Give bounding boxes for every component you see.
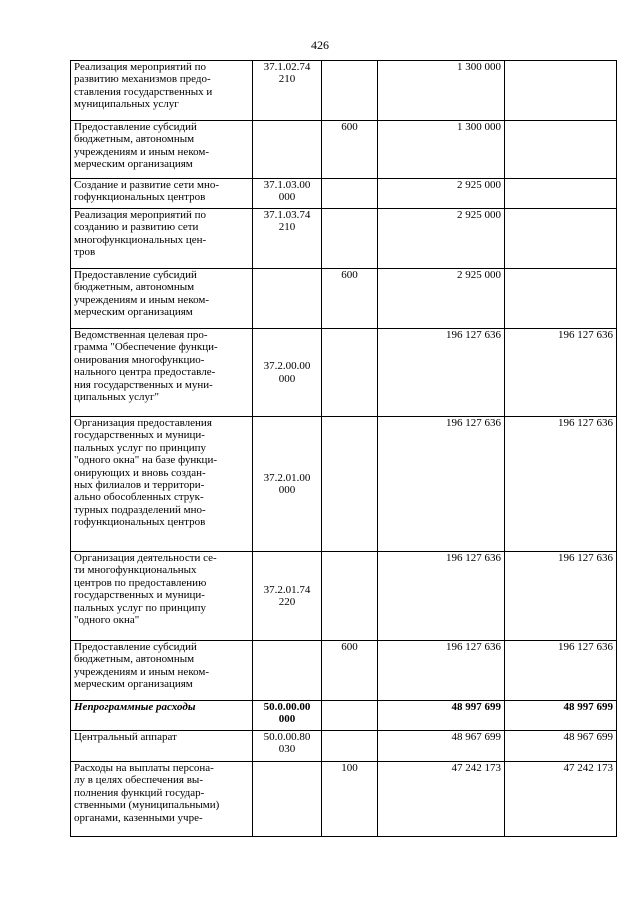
row-sum-1: 48 997 699 xyxy=(378,701,505,731)
row-sum-1: 196 127 636 xyxy=(378,417,505,552)
row-code: 50.0.00.00 000 xyxy=(253,701,322,731)
row-sum-1: 2 925 000 xyxy=(378,269,505,329)
row-code xyxy=(253,121,322,179)
row-name: Непрограммные расходы xyxy=(71,701,253,731)
table-row xyxy=(71,329,617,417)
row-expense-type: 600 xyxy=(322,121,378,179)
table-row xyxy=(71,61,617,121)
row-expense-type: 100 xyxy=(322,762,378,837)
row-sum-2 xyxy=(505,61,617,121)
row-sum-2 xyxy=(505,121,617,179)
row-expense-type xyxy=(322,179,378,209)
row-sum-2: 48 997 699 xyxy=(505,701,617,731)
row-name: Центральный аппарат xyxy=(71,731,253,762)
table-row xyxy=(71,731,617,762)
row-expense-type xyxy=(322,731,378,762)
row-code xyxy=(253,762,322,837)
row-code: 50.0.00.80 030 xyxy=(253,731,322,762)
row-code xyxy=(253,269,322,329)
row-code xyxy=(253,641,322,701)
row-sum-2: 196 127 636 xyxy=(505,641,617,701)
page-number: 426 xyxy=(311,38,329,52)
row-name: Организация предоставления государственных и муници- пальных услуг по принципу "одного окна" на базе функци- онирующих и вновь создан- ных филиалов и территори- ально обособленных струк- турных подразделений мно- гофункциональных центров xyxy=(71,417,253,552)
table-row xyxy=(71,417,617,552)
row-sum-1: 48 967 699 xyxy=(378,731,505,762)
table-row xyxy=(71,641,617,701)
row-sum-2: 48 967 699 xyxy=(505,731,617,762)
row-name: Предоставление субсидий бюджетным, автономным учреждениям и иным неком- мерческим организациям xyxy=(71,269,253,329)
row-sum-1: 1 300 000 xyxy=(378,121,505,179)
row-name: Расходы на выплаты персона- лу в целях обеспечения вы- полнения функций государ- ственными (муниципальными) органами, казенными учре- xyxy=(71,762,253,837)
row-expense-type xyxy=(322,417,378,552)
row-name: Предоставление субсидий бюджетным, автономным учреждениям и иным неком- мерческим организациям xyxy=(71,121,253,179)
row-name: Ведомственная целевая про- грамма "Обеспечение функци- онирования многофункцио- нального центра предоставле- ния государственных и муни- ципальных услуг" xyxy=(71,329,253,417)
row-name: Реализация мероприятий по созданию и развитию сети многофункциональных цен- тров xyxy=(71,209,253,269)
row-sum-2: 47 242 173 xyxy=(505,762,617,837)
row-expense-type xyxy=(322,552,378,641)
row-expense-type xyxy=(322,329,378,417)
row-expense-type: 600 xyxy=(322,641,378,701)
row-name: Предоставление субсидий бюджетным, автономным учреждениям и иным неком- мерческим организациям xyxy=(71,641,253,701)
table-row xyxy=(71,701,617,731)
row-sum-2: 196 127 636 xyxy=(505,552,617,641)
table-row xyxy=(71,179,617,209)
table-row xyxy=(71,762,617,837)
row-name: Организация деятельности се- ти многофункциональных центров по предоставлению государственных и муници- пальных услуг по принципу "одного окна" xyxy=(71,552,253,641)
row-sum-1: 2 925 000 xyxy=(378,179,505,209)
row-sum-2 xyxy=(505,179,617,209)
row-name: Реализация мероприятий по развитию механизмов предо- ставления государственных и муниципальных услуг xyxy=(71,61,253,121)
row-sum-2: 196 127 636 xyxy=(505,329,617,417)
row-name: Создание и развитие сети мно- гофункциональных центров xyxy=(71,179,253,209)
row-sum-2 xyxy=(505,269,617,329)
row-sum-1: 196 127 636 xyxy=(378,329,505,417)
row-code: 37.2.01.74 220 xyxy=(253,552,322,641)
table-row xyxy=(71,269,617,329)
row-expense-type xyxy=(322,209,378,269)
row-sum-1: 196 127 636 xyxy=(378,641,505,701)
row-sum-1: 47 242 173 xyxy=(378,762,505,837)
row-code: 37.1.02.74 210 xyxy=(253,61,322,121)
table-row xyxy=(71,552,617,641)
table-row xyxy=(71,209,617,269)
row-code: 37.1.03.74 210 xyxy=(253,209,322,269)
row-code: 37.1.03.00 000 xyxy=(253,179,322,209)
budget-table xyxy=(70,60,617,837)
row-expense-type xyxy=(322,701,378,731)
row-code: 37.2.00.00 000 xyxy=(253,329,322,417)
row-code: 37.2.01.00 000 xyxy=(253,417,322,552)
row-sum-1: 2 925 000 xyxy=(378,209,505,269)
row-sum-2: 196 127 636 xyxy=(505,417,617,552)
table-row xyxy=(71,121,617,179)
row-sum-1: 1 300 000 xyxy=(378,61,505,121)
row-sum-2 xyxy=(505,209,617,269)
row-sum-1: 196 127 636 xyxy=(378,552,505,641)
row-expense-type xyxy=(322,61,378,121)
row-expense-type: 600 xyxy=(322,269,378,329)
